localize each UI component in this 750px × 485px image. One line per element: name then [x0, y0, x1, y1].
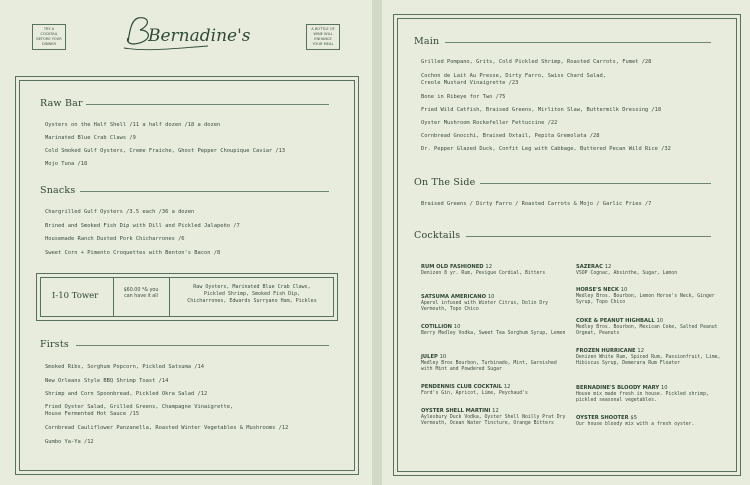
cocktail-name-text: SAZERAC	[576, 264, 603, 270]
cocktail-desc: Ford's Gin, Apricot, Lime, Peychaud's	[421, 391, 528, 396]
raw-bar-item: Mojo Tuna /18	[45, 161, 88, 167]
cocktail-price: 10	[660, 385, 668, 391]
cocktail-desc: Aperol infused with Winter Citrus, Dolin Dry Vermouth, Topo Chico	[421, 301, 549, 312]
firsts-item: New Orleans Style BBQ Shrimp Toast /14	[45, 378, 169, 384]
cocktail-desc: Berry Medley Vodka, Sweet Tea Sorghum Syrup, Lemon	[421, 331, 566, 336]
cocktail-price: $5	[630, 415, 637, 421]
firsts-title: Firsts	[40, 339, 69, 350]
cocktail-price: 12	[485, 264, 492, 270]
cocktail-name-text: HORSE'S NECK	[576, 287, 619, 293]
cocktail-name	[576, 318, 663, 324]
cocktail-name	[421, 384, 510, 390]
side-title: On The Side	[414, 177, 476, 188]
left-note-box	[32, 24, 66, 50]
tower-description	[172, 284, 332, 305]
snacks-item: Brined and Smoked Fish Dip with Dill and Pickled Jalapeño /7	[45, 223, 240, 229]
cocktail-name	[421, 294, 494, 300]
cocktail-desc: Our house bloody mix with a fresh oyster.	[576, 422, 695, 427]
tower-divider	[169, 277, 170, 317]
main-item: Cornbread Gnocchi, Braised Oxtail, Pepita Gremolata /28	[421, 133, 600, 139]
snacks-item: Chargrilled Gulf Oysters /3.5 each /36 a dozen	[45, 209, 195, 215]
cocktail-name	[421, 408, 499, 414]
cocktail-price: 12	[503, 384, 511, 390]
tower-desc-line: Raw Oysters, Marinated Blue Crab Claws,	[193, 284, 311, 290]
cocktail-name-text: SATSUMA AMERICANO	[421, 294, 487, 300]
page-gutter	[372, 0, 382, 485]
cocktail-desc: Aylesbury Duck Vodka, Oyster Shell Noilly Prat Dry Vermouth, Ocean Water Tincture, Orange Bitters	[421, 415, 566, 426]
main-rule	[445, 42, 711, 43]
cocktail-desc: VSOP Cognac, Absinthe, Sugar, Lemon	[576, 271, 678, 276]
cocktail-name	[576, 415, 637, 421]
firsts-rule	[76, 345, 329, 346]
cocktail-name-text: RUM OLD FASHIONED	[421, 264, 484, 270]
tower-title: I-10 Tower	[52, 291, 99, 301]
cocktail-price: 10	[620, 287, 628, 293]
main-item: Bone in Ribeye for Two /75	[421, 94, 506, 100]
cocktails-rule	[466, 236, 711, 237]
cocktail-name	[421, 264, 492, 270]
cocktail-name-text: OYSTER SHELL MARTINI	[421, 408, 491, 414]
right-note-text: A BOTTLE OF WINE WILL ENHANCE YOUR MEAL	[311, 27, 335, 46]
cocktail-desc: Denizen 8 yr. Rum, Pevigue Cordial, Bitters	[421, 271, 546, 276]
cocktail-desc: House mix made fresh in house. Pickled shrimp, pickled seasonal vegetables.	[576, 392, 709, 403]
main-title: Main	[414, 36, 440, 47]
snacks-title: Snacks	[40, 185, 76, 196]
cocktail-name-text: COTILLION	[421, 324, 452, 330]
main-item: Grilled Pompano, Grits, Cold Pickled Shrimp, Roasted Carrots, Fumet /28	[421, 59, 652, 65]
main-item: Fried Wild Catfish, Braised Greens, Mirliton Slaw, Buttermilk Dressing /18	[421, 107, 662, 113]
firsts-item: Cornbread Cauliflower Panzanella, Roasted Winter Vegetables & Mushrooms /12	[45, 425, 289, 431]
cocktail-name	[576, 264, 611, 270]
snacks-rule	[80, 191, 329, 192]
cocktail-name-text: BERNADINE'S BLOODY MARY	[576, 385, 660, 391]
cocktail-price: 12	[604, 264, 612, 270]
cocktail-price: 10	[453, 324, 461, 330]
raw-bar-item: Marinated Blue Crab Claws /9	[45, 135, 136, 141]
logo-text: Bernadine's	[148, 26, 251, 46]
cocktails-title: Cocktails	[414, 230, 461, 241]
side-item: Braised Greens / Dirty Farro / Roasted Carrots & Mojo / Garlic Fries /7	[421, 201, 652, 207]
tower-desc-line: Pickled Shrimp, Smoked Fish Dip,	[203, 291, 301, 297]
cocktail-name	[576, 385, 668, 391]
cocktail-name-text: FROZEN HURRICANE	[576, 348, 636, 354]
main-item: Oyster Mushroom Rockefeller Fettuccine /22	[421, 120, 558, 126]
raw-bar-rule	[86, 104, 329, 105]
main-item: Creole Mustard Vinaigrette /23	[421, 80, 519, 86]
firsts-item: Fried Oyster Salad, Grilled Greens, Champagne Vinaigrette,	[45, 404, 234, 410]
cocktail-price: 10	[439, 354, 447, 360]
cocktail-desc: Denizen White Rum, Spiced Rum, Passionfruit, Lime, Hibiscus Syrup, Demerara Rum Floater	[576, 355, 721, 366]
cocktail-price: 10	[656, 318, 664, 324]
cocktail-price: 12	[637, 348, 645, 354]
cocktail-price: 12	[492, 408, 499, 414]
cocktail-name-text: OYSTER SHOOTER	[576, 415, 629, 421]
cocktail-desc: Medley Bros. Bourbon, Lemon Horse's Neck, Ginger Syrup, Topo Chico	[576, 294, 715, 305]
cocktail-name-text: PENDENNIS CLUB COCKTAIL	[421, 384, 503, 390]
cocktail-name	[421, 354, 446, 360]
firsts-item: Gumbo Ya-Ya /12	[45, 439, 94, 445]
cocktail-desc: Medley Bros. Bourbon, Mexican Coke, Salted Peanut Orgeat, Peanuts	[576, 325, 718, 336]
cocktail-name	[421, 324, 460, 330]
cocktail-name-text: JULEP	[421, 354, 438, 360]
cocktail-price: 10	[487, 294, 495, 300]
tower-price-line: $60.00 *& you	[123, 288, 159, 293]
main-item: Dr. Pepper Glazed Duck, Confit Leg with Cabbage, Buttered Pecan Wild Rice /32	[421, 146, 671, 152]
snacks-item: Housemade Ranch Dusted Pork Chicharrones /6	[45, 236, 185, 242]
main-item: Cochon de Lait Au Presse, Dirty Farro, Swiss Chard Salad,	[421, 73, 606, 79]
right-note-box	[306, 24, 340, 50]
tower-desc-line: Chicharrones, Edwards Surryano Ham, Pickles	[187, 298, 317, 304]
firsts-item: Smoked Ribs, Sorghum Popcorn, Pickled Satsuma /14	[45, 364, 205, 370]
cocktail-desc: Medley Bros Bourbon, Turbinado, Mint, Garnished with Mint and Powdered Sugar	[421, 361, 557, 372]
side-rule	[480, 183, 711, 184]
bernadines-logo	[118, 8, 268, 56]
raw-bar-title: Raw Bar	[40, 98, 83, 109]
cocktail-name-text: COKE & PEANUT HIGHBALL	[576, 318, 655, 324]
firsts-item: House Fermented Hot Sauce /15	[45, 411, 140, 417]
left-note-text: TRY A COCKTAIL BEFORE YOUR DINNER	[36, 27, 62, 46]
snacks-item: Sweet Corn + Pimento Croquettes with Benton's Bacon /8	[45, 250, 221, 256]
raw-bar-item: Oysters on the Half Shell /11 a half dozen /18 a dozen	[45, 122, 221, 128]
raw-bar-item: Cold Smoked Gulf Oysters, Creme Fraiche, Ghost Pepper Choupique Caviar /13	[45, 148, 286, 154]
cocktail-name	[576, 287, 627, 293]
firsts-item: Shrimp and Corn Spoonbread, Pickled Okra Salad /12	[45, 391, 208, 397]
cocktail-name	[576, 348, 644, 354]
tower-price	[114, 288, 168, 300]
tower-price-line: can have it all	[124, 294, 158, 299]
